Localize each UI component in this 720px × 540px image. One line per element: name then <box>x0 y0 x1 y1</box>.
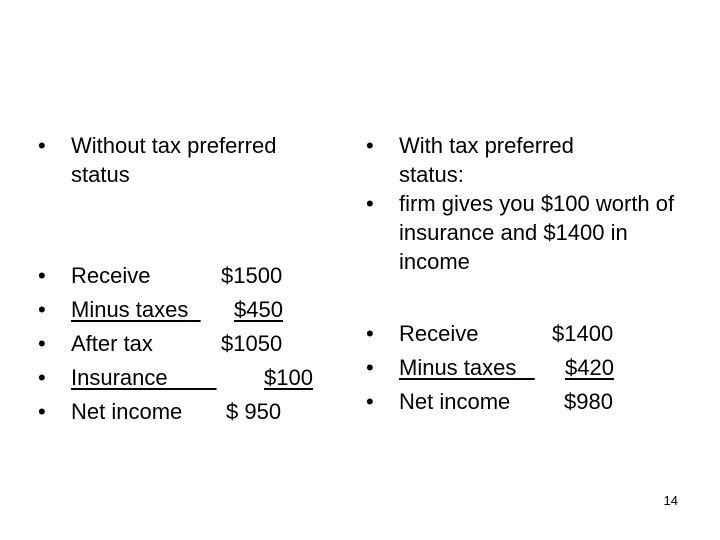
item-label: After tax <box>71 331 153 356</box>
item-amount: $980 <box>564 389 613 414</box>
item-label <box>71 293 201 327</box>
bullet: • <box>38 331 46 356</box>
underline-spacer <box>168 365 217 390</box>
item-label: Receive <box>71 263 151 288</box>
bullet: • <box>366 355 374 380</box>
item-label <box>399 351 535 385</box>
item-label-text: Minus taxes <box>399 355 517 380</box>
bullet: • <box>366 321 374 346</box>
item-amount: $ 950 <box>226 399 282 424</box>
list-item <box>38 327 338 361</box>
item-amount: $1500 <box>221 263 283 288</box>
item-amount: $420 <box>565 355 614 380</box>
bullet: • <box>366 191 374 216</box>
item-label: Net income <box>399 389 511 414</box>
underline-spacer <box>188 297 200 322</box>
left-intro <box>38 131 341 189</box>
list-item <box>38 395 338 429</box>
item-label-text: Minus taxes <box>71 297 189 322</box>
list-item <box>38 361 338 395</box>
bullet: • <box>366 133 374 158</box>
page-number: 14 <box>663 493 678 508</box>
item-label-text: Insurance <box>71 365 168 390</box>
bullet: • <box>38 297 46 322</box>
bullet: • <box>38 133 46 158</box>
right-list <box>366 317 666 419</box>
bullet: • <box>38 399 46 424</box>
bullet: • <box>38 263 46 288</box>
right-intro-1 <box>366 131 629 189</box>
list-item <box>366 351 666 385</box>
list-item <box>366 385 666 419</box>
item-amount: $1050 <box>221 331 283 356</box>
item-amount: $450 <box>234 297 283 322</box>
left-list <box>38 259 338 429</box>
right-intro-2 <box>366 189 699 276</box>
list-item <box>38 259 338 293</box>
right-column <box>366 131 686 414</box>
bullet: • <box>38 365 46 390</box>
bullet: • <box>366 389 374 414</box>
item-label: Net income <box>71 399 183 424</box>
item-amount: $1400 <box>552 321 614 346</box>
right-intro-text: firm gives you $100 worth of insurance and $1400 in income <box>399 191 675 274</box>
list-item <box>366 317 666 351</box>
item-label: Receive <box>399 321 479 346</box>
item-label <box>71 361 217 395</box>
left-column <box>38 131 338 424</box>
list-item <box>38 293 338 327</box>
right-intro-text: With tax preferred status: <box>399 133 574 187</box>
underline-spacer <box>516 355 534 380</box>
item-amount: $100 <box>264 365 313 390</box>
left-intro-text: Without tax preferred status <box>71 133 277 187</box>
